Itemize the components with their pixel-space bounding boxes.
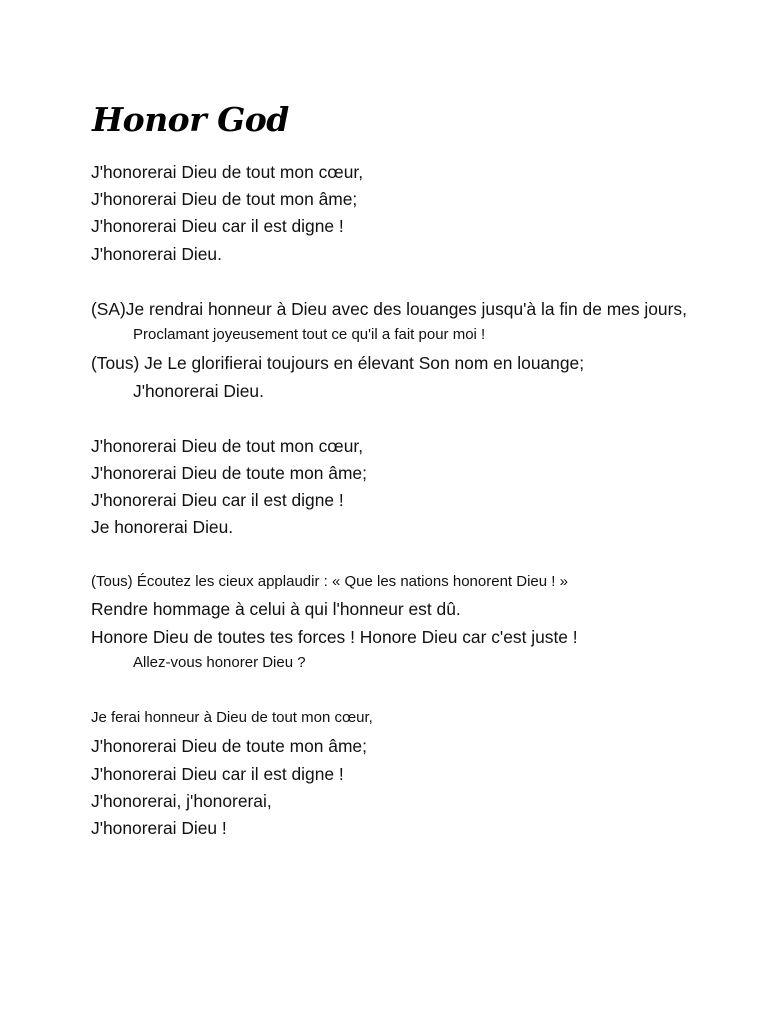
lyric-line: J'honorerai Dieu de toute mon âme; [91,463,367,483]
lyric-line: Allez-vous honorer Dieu ? [133,654,306,671]
lyric-line: J'honorerai Dieu. [91,244,222,264]
lyric-line: Je honorerai Dieu. [91,517,234,537]
lyric-line: J'honorerai Dieu car il est digne ! [91,490,344,510]
lyric-line: J'honorerai Dieu de tout mon cœur, [91,162,364,182]
song-title: Honor God [92,100,289,139]
lyric-line: (SA)Je rendrai honneur à Dieu avec des louanges jusqu'à la fin de mes jours, [91,299,687,319]
lyric-line: (Tous) Je Le glorifierai toujours en élevant Son nom en louange; [91,353,585,373]
lyric-line: J'honorerai Dieu de toute mon âme; [91,736,367,756]
lyric-line: Proclamant joyeusement tout ce qu'il a fait pour moi ! [133,326,486,343]
lyric-line: J'honorerai Dieu de tout mon âme; [91,189,358,209]
lyric-line: Honore Dieu de toutes tes forces ! Honore Dieu car c'est juste ! [91,627,578,647]
lyric-line: J'honorerai Dieu ! [91,818,227,838]
lyric-line: J'honorerai Dieu car il est digne ! [91,764,344,784]
lyric-line: Rendre hommage à celui à qui l'honneur est dû. [91,599,461,619]
lyric-line: Je ferai honneur à Dieu de tout mon cœur, [91,709,373,726]
lyric-line: (Tous) Écoutez les cieux applaudir : « Que les nations honorent Dieu ! » [91,573,568,590]
lyric-line: J'honorerai Dieu. [133,381,264,401]
lyric-line: J'honorerai, j'honorerai, [91,791,272,811]
lyric-line: J'honorerai Dieu car il est digne ! [91,216,344,236]
lyric-line: J'honorerai Dieu de tout mon cœur, [91,436,364,456]
